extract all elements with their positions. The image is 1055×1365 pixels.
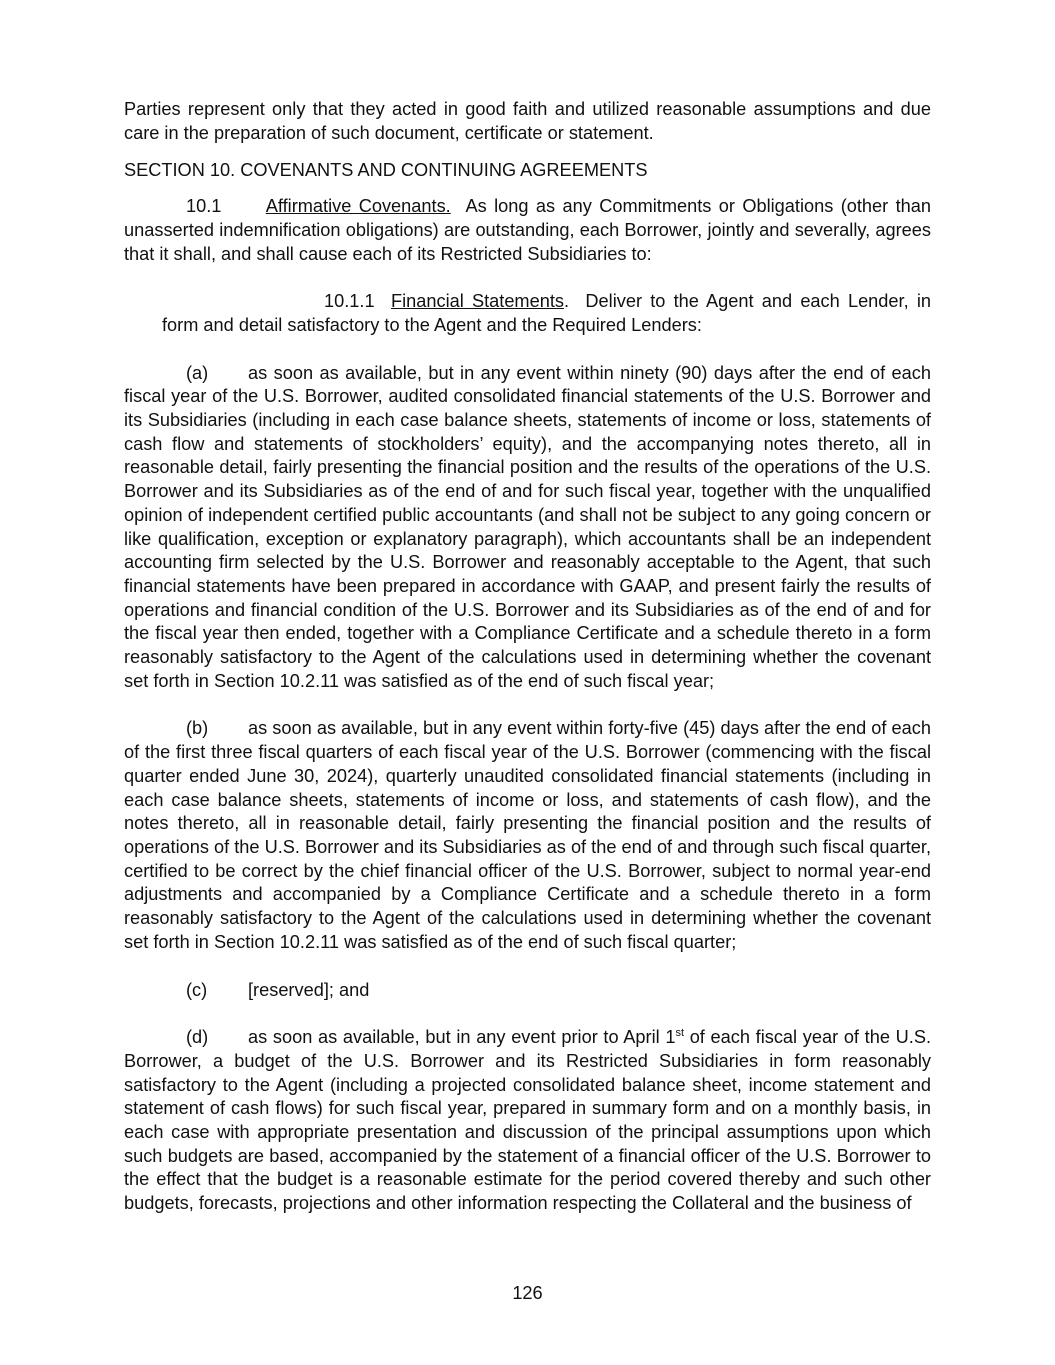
document-page: [124, 98, 931, 1216]
section-10-1-title: Affirmative Covenants.: [265, 196, 451, 217]
clause-b-text: as soon as available, but in any event within forty-five (45) days after the end of each of the first three fiscal quarters of each fiscal year of the U.S. Borrower (commencing with the fiscal quarter ended June 30, 2024), quarterly unaudited consolidated financial statements (including in each case balance sheets, statements of income or loss, and statements of cash flow), and the notes thereto, all in reasonable detail, fairly presenting the financial position and the results of operations of the U.S. Borrower and its Subsidiaries as of the end of and through such fiscal quarter, certified to be correct by the chief financial officer of the U.S. Borrower, subject to normal year-end adjustments and accompanied by a Compliance Certificate and a schedule thereto in a form reasonably satisfactory to the Agent of the calculations used in determining whether the covenant set forth in Section 10.2.11 was satisfied as of the end of such fiscal quarter;: [124, 718, 931, 952]
clause-a-label: (a): [186, 362, 209, 383]
clause-a-text: as soon as available, but in any event within ninety (90) days after the end of each fiscal year of the U.S. Borrower, audited consolidated financial statements of the U.S. Borrower and its Subsidiaries (including in each case balance sheets, statements of income or loss, statements of cash flow and statements of stockholders’ equity), and the accompanying notes thereto, all in reasonable detail, fairly presenting the financial position and the results of the operations of the U.S. Borrower and its Subsidiaries as of the end of and for such fiscal year, together with the unqualified opinion of independent certified public accountants (and shall not be subject to any going concern or like qualification, exception or explanatory paragraph), which accountants shall be an independent accounting firm selected by the U.S. Borrower and reasonably acceptable to the Agent, that such financial statements have been prepared in accordance with GAAP, and present fairly the results of operations and financial condition of the U.S. Borrower and its Subsidiaries as of the end of and for the fiscal year then ended, together with a Compliance Certificate and a schedule thereto in a form reasonably satisfactory to the Agent of the calculations used in determining whether the covenant set forth in Section 10.2.11 was satisfied as of the end of such fiscal year;: [124, 362, 931, 691]
clause-d-label: (d): [186, 1027, 209, 1048]
section-10-1-1-text: Deliver to the Agent and each Lender, in form and detail satisfactory to the Agent and the Required Lenders:: [162, 291, 931, 335]
section-10-1-1-number: 10.1.1: [324, 291, 375, 312]
clause-d: [124, 1026, 931, 1216]
clause-d-superscript: st: [675, 1027, 685, 1040]
section-10-1-1-title: Financial Statements: [390, 291, 564, 312]
clause-d-text-before: as soon as available, but in any event prior to April 1: [248, 1027, 676, 1048]
clause-c: [124, 979, 931, 1003]
clause-a: [124, 362, 931, 694]
clause-d-text-after: of each fiscal year of the U.S. Borrower, a budget of the U.S. Borrower and its Restricted Subsidiaries in form reasonably satisfactory to the Agent (including a projected consolidated balance sheet, income statement and statement of cash flows) for such fiscal year, prepared in summary form and on a monthly basis, in each case with appropriate presentation and discussion of the principal assumptions upon which such budgets are based, accompanied by the statement of a financial officer of the U.S. Borrower to the effect that the budget is a reasonable estimate for the period covered thereby and such other budgets, forecasts, projections and other information respecting the Collateral and the business of: [124, 1027, 931, 1214]
clause-b-label: (b): [186, 718, 209, 739]
intro-paragraph: Parties represent only that they acted in good faith and utilized reasonable assumptions and due care in the preparation of such document, certificate or statement.: [124, 99, 931, 143]
section-10-1-number: 10.1: [186, 196, 222, 217]
section-10-1-1-paragraph: 10.1.1 Financial Statements. Deliver to the Agent and each Lender, in form and detail satisfactory to the Agent and the Required Lenders:: [162, 291, 931, 335]
clause-c-label: (c): [186, 979, 208, 1000]
section-heading: SECTION 10. COVENANTS AND CONTINUING AGREEMENTS: [124, 160, 648, 181]
clause-b: [124, 717, 931, 954]
section-10-1-text: As long as any Commitments or Obligations (other than unasserted indemnification obligations) are outstanding, each Borrower, jointly and severally, agrees that it shall, and shall cause each of its Restricted Subsidiaries to:: [124, 196, 931, 264]
section-10-1-paragraph: [124, 195, 931, 266]
page-number: 126: [512, 1283, 543, 1303]
clause-c-text: [reserved]; and: [248, 979, 370, 1000]
